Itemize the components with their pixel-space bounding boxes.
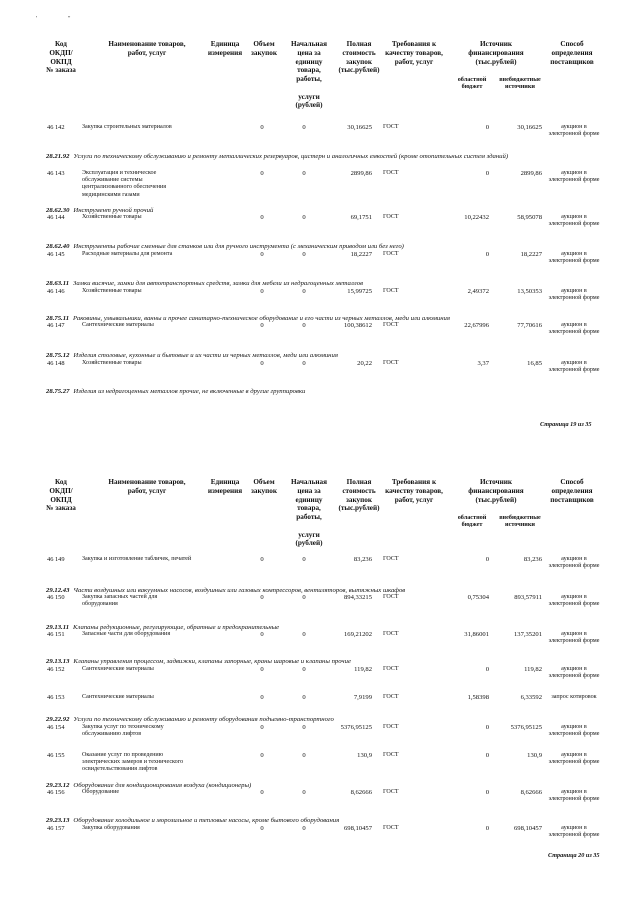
p1-col-financing-header: Источник финансирования (тыс.рублей) — [468, 40, 524, 66]
row-item-name: Закупка строительных материалов — [82, 124, 172, 130]
section-code: 28.62.30 — [46, 207, 70, 214]
row-procurement-method: аукцион в электронной форме — [548, 288, 600, 302]
row-volume: 0 — [260, 694, 264, 701]
row-quality-requirement: ГОСТ — [383, 214, 399, 220]
row-procurement-method: аукцион в электронной форме — [548, 594, 600, 608]
p2-col-requirements-header: Требования к качеству товаров, работ, услуг — [385, 478, 443, 504]
row-extrabudget: 893,57911 — [514, 594, 542, 601]
row-volume: 0 — [260, 825, 264, 832]
section-title: Оборудование для кондиционирования воздуха (кондиционеры) — [73, 782, 252, 789]
section-heading — [46, 658, 351, 665]
row-item-name: Оказание услуг по проведению электрических замеров и технического освидетельствования лифтов — [82, 752, 184, 773]
row-procurement-method: аукцион в электронной форме — [548, 214, 600, 228]
p2-col-financing-header: Источник финансирования (тыс.рублей) — [468, 478, 524, 504]
row-extrabudget: 30,16625 — [517, 124, 542, 131]
row-unit-price: 0 — [302, 594, 306, 601]
section-code: 28.63.11 — [46, 280, 70, 287]
section-title: Услуги по техническому обслуживанию и ремонту металлических резервуаров, цистерн и аналогичных емкостей (кроме отопительных систем зданий) — [73, 153, 509, 160]
row-item-name: Закупка оборудования — [82, 825, 140, 831]
row-volume: 0 — [260, 214, 264, 221]
row-quality-requirement: ГОСТ — [383, 789, 399, 795]
section-code: 28.21.92 — [46, 153, 70, 160]
row-volume: 0 — [260, 360, 264, 367]
row-total-cost: 894,33215 — [343, 594, 372, 601]
row-regional-budget: 10,22432 — [464, 214, 489, 221]
row-regional-budget: 0 — [485, 789, 489, 796]
row-procurement-method: аукцион в электронной форме — [548, 360, 600, 374]
p1-col-name-header: Наименование товаров, работ, услуг — [108, 40, 186, 57]
row-order-number: 46 151 — [47, 631, 65, 638]
row-item-name: Хозяйственные товары — [82, 360, 142, 366]
row-item-name: Эксплуатация и техническое обслуживание системы централизованного обеспечения медицинскими газами — [82, 170, 167, 198]
section-title: Инструмент ручной прочий — [73, 207, 154, 214]
row-volume: 0 — [260, 251, 264, 258]
row-extrabudget: 5376,95125 — [510, 724, 542, 731]
p1-col-volume-header: Объем закупок — [251, 40, 277, 57]
p2-col-volume-header: Объем закупок — [251, 478, 277, 495]
row-order-number: 46 143 — [47, 170, 65, 177]
row-extrabudget: 130,9 — [527, 752, 542, 759]
row-volume: 0 — [260, 631, 264, 638]
row-total-cost: 698,10457 — [343, 825, 372, 832]
p2-col-total-header: Полная стоимость закупок (тыс.рублей) — [338, 478, 380, 513]
section-heading — [46, 315, 450, 322]
row-volume: 0 — [260, 666, 264, 673]
row-total-cost: 15,99725 — [347, 288, 372, 295]
row-extrabudget: 13,50353 — [517, 288, 542, 295]
row-regional-budget: 0,75304 — [467, 594, 489, 601]
row-order-number: 46 145 — [47, 251, 65, 258]
row-procurement-method: аукцион в электронной форме — [548, 631, 600, 645]
row-extrabudget: 119,82 — [524, 666, 542, 673]
row-unit-price: 0 — [302, 556, 306, 563]
p2-col-unit-header: Единица измерения — [207, 478, 243, 495]
row-quality-requirement: ГОСТ — [383, 724, 399, 730]
row-quality-requirement: ГОСТ — [383, 251, 399, 257]
section-title: Инструменты рабочие сменные для станков или для ручного инструмента (с механическим приводом или без него) — [73, 243, 404, 250]
row-extrabudget: 18,2227 — [520, 251, 542, 258]
section-heading — [46, 352, 338, 359]
section-heading — [46, 782, 251, 789]
row-item-name: Хозяйственные товары — [82, 214, 142, 220]
section-code: 29.12.43 — [46, 587, 70, 594]
row-procurement-method: аукцион в электронной форме — [548, 666, 600, 680]
row-item-name: Сантехнические материалы — [82, 694, 154, 700]
row-quality-requirement: ГОСТ — [383, 322, 399, 328]
row-regional-budget: 0 — [485, 825, 489, 832]
row-regional-budget: 0 — [485, 724, 489, 731]
p1-col-regional-budget-header: областной бюджет — [457, 76, 487, 91]
section-code: 29.13.11 — [46, 624, 70, 631]
p2-col-extrabudget-header: внебюджетные источники — [499, 514, 541, 529]
row-order-number: 46 150 — [47, 594, 65, 601]
section-code: 29.23.12 — [46, 782, 70, 789]
row-order-number: 46 142 — [47, 124, 65, 131]
p1-col-code-header: Код ОКДП/ ОКПД № заказа — [46, 40, 76, 75]
row-unit-price: 0 — [302, 752, 306, 759]
row-quality-requirement: ГОСТ — [383, 594, 399, 600]
row-unit-price: 0 — [302, 631, 306, 638]
scan-mark: ' — [36, 16, 38, 22]
row-order-number: 46 152 — [47, 666, 65, 673]
row-unit-price: 0 — [302, 322, 306, 329]
section-heading — [46, 624, 279, 631]
section-code: 29.22.92 — [46, 716, 70, 723]
row-quality-requirement: ГОСТ — [383, 752, 399, 758]
row-total-cost: 18,2227 — [350, 251, 372, 258]
row-item-name: Закупка и изготовление табличек, печатей — [82, 556, 192, 562]
row-unit-price: 0 — [302, 214, 306, 221]
row-unit-price: 0 — [302, 251, 306, 258]
row-total-cost: 30,16625 — [347, 124, 372, 131]
page-footer: Страница 19 из 35 — [540, 421, 592, 428]
p2-col-price-header: Начальная цена за единицу товара, работы, услуги (рублей) — [290, 478, 328, 548]
row-quality-requirement: ГОСТ — [383, 556, 399, 562]
row-quality-requirement: ГОСТ — [383, 288, 399, 294]
row-extrabudget: 8,62666 — [520, 789, 542, 796]
row-order-number: 46 157 — [47, 825, 65, 832]
row-volume: 0 — [260, 594, 264, 601]
row-regional-budget: 0 — [485, 251, 489, 258]
section-heading — [46, 817, 339, 824]
section-title: Услуги по техническому обслуживанию и ремонту оборудования подъемно-транспортного — [73, 716, 334, 723]
section-heading — [46, 280, 363, 287]
p1-col-method-header: Способ определения поставщиков — [550, 40, 594, 66]
row-total-cost: 20,22 — [357, 360, 372, 367]
row-unit-price: 0 — [302, 170, 306, 177]
p2-col-name-header: Наименование товаров, работ, услуг — [108, 478, 186, 495]
section-title: Клапаны управления процессом, задвижки, клапаны запорные, краны шаровые и клапаны прочие — [73, 658, 351, 665]
row-extrabudget: 83,236 — [523, 556, 542, 563]
row-regional-budget: 3,37 — [477, 360, 489, 367]
row-total-cost: 100,38612 — [343, 322, 372, 329]
p2-col-regional-budget-header: областной бюджет — [457, 514, 487, 529]
row-order-number: 46 144 — [47, 214, 65, 221]
row-regional-budget: 31,86001 — [464, 631, 489, 638]
row-unit-price: 0 — [302, 666, 306, 673]
scan-mark: " — [68, 16, 71, 22]
row-total-cost: 169,21202 — [343, 631, 372, 638]
row-order-number: 46 155 — [47, 752, 65, 759]
row-quality-requirement: ГОСТ — [383, 170, 399, 176]
section-heading — [46, 153, 516, 160]
row-regional-budget: 0 — [485, 752, 489, 759]
row-regional-budget: 1,58398 — [467, 694, 489, 701]
section-title: Замки висячие, замки для автотранспортных средств, замки для мебели из недрагоценных металлов — [73, 280, 364, 287]
row-item-name: Закупка запасных частей для оборудования — [82, 594, 158, 608]
row-item-name: Сантехнические материалы — [82, 666, 154, 672]
row-volume: 0 — [260, 724, 264, 731]
row-procurement-method: запрос котировок — [551, 694, 597, 700]
section-code: 28.75.27 — [46, 388, 70, 395]
row-unit-price: 0 — [302, 694, 306, 701]
row-extrabudget: 16,85 — [527, 360, 542, 367]
row-total-cost: 83,236 — [353, 556, 372, 563]
row-quality-requirement: ГОСТ — [383, 666, 399, 672]
row-total-cost: 119,82 — [354, 666, 372, 673]
row-procurement-method: аукцион в электронной форме — [548, 789, 600, 803]
row-procurement-method: аукцион в электронной форме — [548, 251, 600, 265]
section-code: 28.75.11 — [46, 315, 70, 322]
row-total-cost: 69,1751 — [350, 214, 372, 221]
row-unit-price: 0 — [302, 789, 306, 796]
row-quality-requirement: ГОСТ — [383, 124, 399, 130]
section-heading — [46, 716, 334, 723]
row-item-name: Расходные материалы для ремонта — [82, 251, 173, 257]
row-total-cost: 8,62666 — [350, 789, 372, 796]
section-heading — [46, 207, 153, 214]
row-volume: 0 — [260, 752, 264, 759]
row-item-name: Оборудование — [82, 789, 120, 795]
row-unit-price: 0 — [302, 825, 306, 832]
row-procurement-method: аукцион в электронной форме — [548, 322, 600, 336]
row-quality-requirement: ГОСТ — [383, 631, 399, 637]
p1-col-price-header: Начальная цена за единицу товара, работы, услуги (рублей) — [290, 40, 328, 110]
row-extrabudget: 698,10457 — [513, 825, 542, 832]
row-volume: 0 — [260, 789, 264, 796]
row-quality-requirement: ГОСТ — [383, 825, 399, 831]
row-order-number: 46 146 — [47, 288, 65, 295]
p1-col-total-header: Полная стоимость закупок (тыс.рублей) — [338, 40, 380, 75]
section-heading — [46, 388, 305, 395]
row-volume: 0 — [260, 322, 264, 329]
section-title: Изделия столовые, кухонные и бытовые и их части из черных металлов, меди или алюминия — [73, 352, 338, 359]
section-title: Оборудование холодильное и морозильное и тепловые насосы, кроме бытового оборудования — [73, 817, 340, 824]
row-order-number: 46 156 — [47, 789, 65, 796]
row-extrabudget: 6,33592 — [520, 694, 542, 701]
row-procurement-method: аукцион в электронной форме — [548, 825, 600, 839]
page-footer: Страница 20 из 35 — [548, 852, 600, 859]
section-code: 29.23.13 — [46, 817, 70, 824]
section-code: 28.62.40 — [46, 243, 70, 250]
row-order-number: 46 154 — [47, 724, 65, 731]
row-order-number: 46 153 — [47, 694, 65, 701]
section-title: Части воздушных или вакуумных насосов, воздушных или газовых компрессоров, вентиляторов, вытяжных шкафов — [73, 587, 406, 594]
row-regional-budget: 0 — [485, 556, 489, 563]
row-regional-budget: 0 — [485, 666, 489, 673]
row-volume: 0 — [260, 124, 264, 131]
row-unit-price: 0 — [302, 724, 306, 731]
p2-col-code-header: Код ОКДП/ ОКПД № заказа — [46, 478, 76, 513]
section-title: Клапаны редукционные, регулирующие, обратные и предохранительные — [73, 624, 280, 631]
row-procurement-method: аукцион в электронной форме — [548, 752, 600, 766]
row-procurement-method: аукцион в электронной форме — [548, 170, 600, 184]
row-quality-requirement: ГОСТ — [383, 694, 399, 700]
row-volume: 0 — [260, 556, 264, 563]
row-procurement-method: аукцион в электронной форме — [548, 724, 600, 738]
row-extrabudget: 58,95078 — [517, 214, 542, 221]
p1-col-unit-header: Единица измерения — [207, 40, 243, 57]
row-total-cost: 130,9 — [357, 752, 372, 759]
row-volume: 0 — [260, 288, 264, 295]
row-regional-budget: 0 — [485, 170, 489, 177]
section-heading — [46, 587, 405, 594]
section-title: Изделия из недрагоценных металлов прочие, не включенные в другие группировки — [73, 388, 306, 395]
row-item-name: Хозяйственные товары — [82, 288, 142, 294]
row-unit-price: 0 — [302, 124, 306, 131]
row-procurement-method: аукцион в электронной форме — [548, 556, 600, 570]
row-item-name: Закупка услуг по техническому обслуживанию лифтов — [82, 724, 164, 738]
row-extrabudget: 137,35201 — [513, 631, 542, 638]
row-extrabudget: 2899,86 — [520, 170, 542, 177]
row-regional-budget: 0 — [485, 124, 489, 131]
row-procurement-method: аукцион в электронной форме — [548, 124, 600, 138]
row-extrabudget: 77,70616 — [517, 322, 542, 329]
row-total-cost: 5376,95125 — [340, 724, 372, 731]
section-code: 29.13.13 — [46, 658, 70, 665]
row-total-cost: 7,9199 — [353, 694, 372, 701]
p1-col-requirements-header: Требования к качеству товаров, работ, услуг — [385, 40, 443, 66]
row-quality-requirement: ГОСТ — [383, 360, 399, 366]
section-heading — [46, 243, 404, 250]
row-item-name: Запасные части для оборудования — [82, 631, 171, 637]
row-order-number: 46 149 — [47, 556, 65, 563]
section-code: 28.75.12 — [46, 352, 70, 359]
row-total-cost: 2899,86 — [350, 170, 372, 177]
p1-col-extrabudget-header: внебюджетные источники — [499, 76, 541, 91]
section-title: Раковины, умывальники, ванны и прочее санитарно-техническое оборудование и его части из черных металлов, меди или алюминия — [73, 315, 450, 322]
row-unit-price: 0 — [302, 288, 306, 295]
row-unit-price: 0 — [302, 360, 306, 367]
row-volume: 0 — [260, 170, 264, 177]
row-order-number: 46 147 — [47, 322, 65, 329]
row-item-name: Сантехнические материалы — [82, 322, 154, 328]
row-regional-budget: 2,49372 — [467, 288, 489, 295]
row-regional-budget: 22,67996 — [464, 322, 489, 329]
p2-col-method-header: Способ определения поставщиков — [550, 478, 594, 504]
row-order-number: 46 148 — [47, 360, 65, 367]
